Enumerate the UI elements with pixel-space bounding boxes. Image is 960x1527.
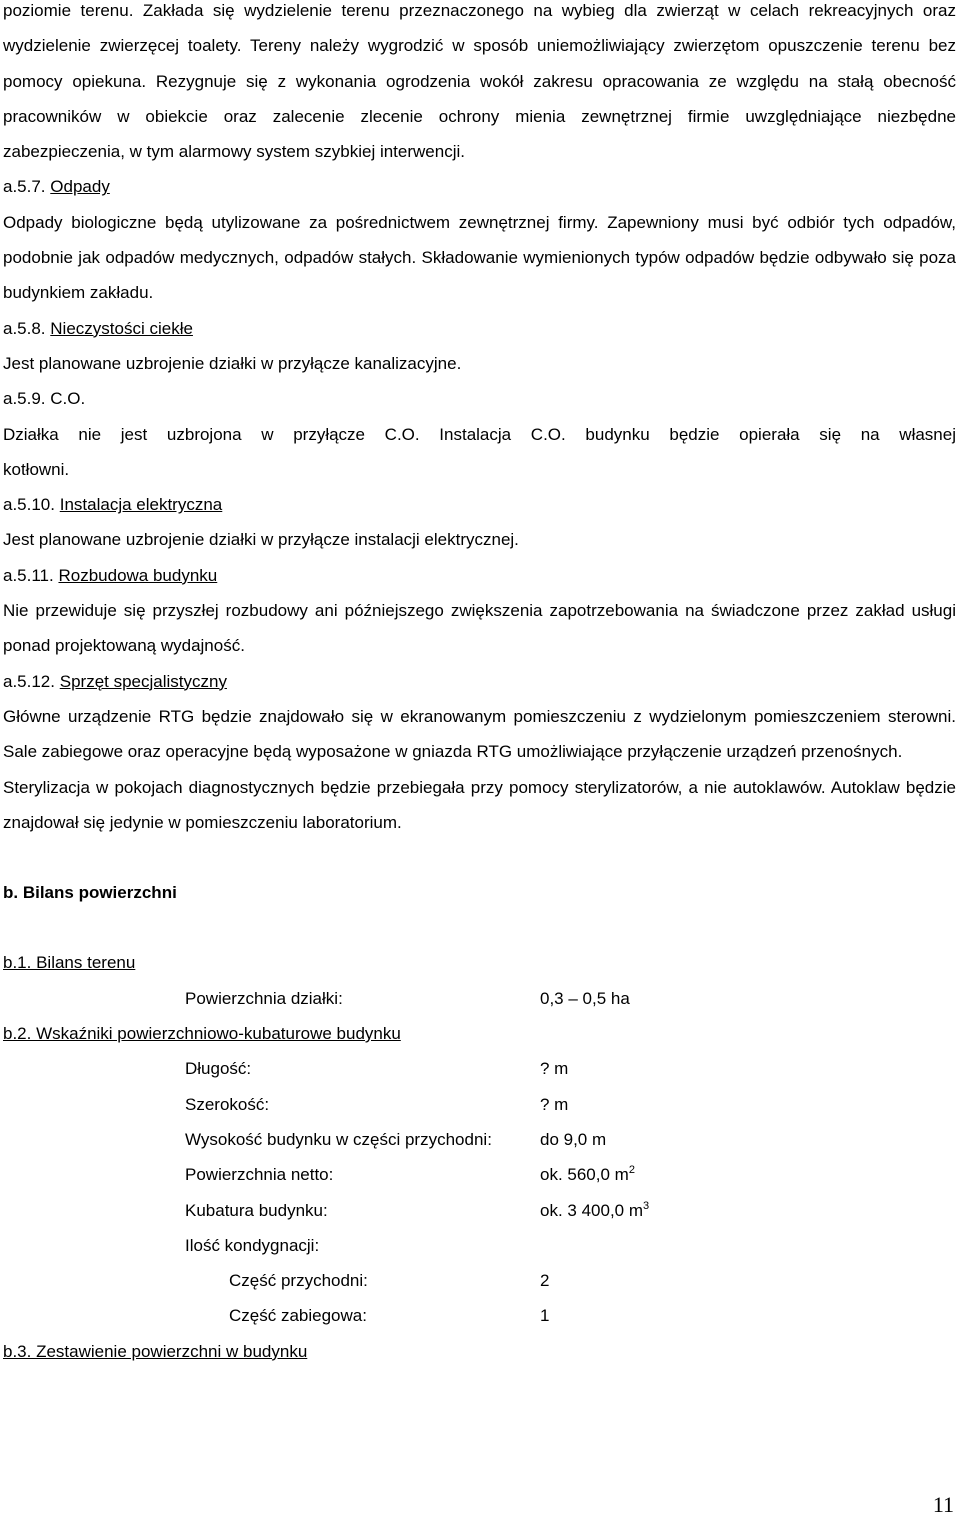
table-row [3,1051,956,1086]
row-label: Wysokość budynku w części przychodni: [185,1129,492,1149]
subsection-heading-b3: b.3. Zestawienie powierzchni w budynku [3,1341,308,1361]
row-label: Długość: [185,1059,252,1079]
section-body-a512-p1: Główne urządzenie RTG będzie znajdowało się w ekranowanym pomieszczeniu z wydzielonym pomieszczeniem sterowni. Sale zabiegowe oraz operacyjne będą wyposażone w gniazda RTG umożliwiające przyłączenie urządzeń przenośnych. [3,706,956,762]
superscript: 2 [628,1164,635,1177]
table-row [3,1157,956,1192]
row-value: ? m [540,1059,569,1079]
value-text: ok. 560,0 m [540,1165,629,1185]
row-value: 1 [540,1306,550,1326]
section-title: Odpady [50,177,110,197]
page-number: 11 [932,1492,954,1517]
section-body-a59-line1: Działka nie jest uzbrojona w przyłącze C.O. Instalacja C.O. budynku będzie opierała się na własnej [3,424,956,444]
section-title: Sprzęt specjalistyczny [59,671,227,691]
row-label: Kubatura budynku: [185,1200,328,1220]
table-row [3,1122,956,1157]
row-value: 2 [540,1271,550,1291]
table-row [3,981,956,1016]
subsection-heading-b1: b.1. Bilans terenu [3,953,136,973]
row-value: 0,3 – 0,5 ha [540,988,630,1008]
section-number: a.5.11. [3,565,54,585]
section-heading-a511 [3,558,956,593]
row-label: Szerokość: [185,1094,270,1114]
row-label: Powierzchnia działki: [185,988,343,1008]
section-heading-a57 [3,169,956,204]
table-row [3,1298,956,1333]
section-body-a57: Odpady biologiczne będą utylizowane za pośrednictwem zewnętrznej firmy. Zapewniony musi być odbiór tych odpadów, podobnie jak odpadów medycznych, odpadów stałych. Składowanie wymienionych typów odpadów będzie odbywało się poza budynkiem zakładu. [3,212,956,303]
section-number: a.5.12. [3,671,55,691]
row-value: ? m [540,1094,569,1114]
section-heading-a59: a.5.9. C.O. [3,389,86,409]
section-heading-a512 [3,664,956,699]
table-row [3,1193,956,1228]
section-body-a511: Nie przewiduje się przyszłej rozbudowy ani późniejszego zwiększenia zapotrzebowania na świadczone przez zakład usługi ponad projektowaną wydajność. [3,601,956,656]
section-title: Nieczystości ciekłe [50,318,193,338]
section-heading-a510 [3,487,956,522]
section-number: a.5.10. [3,495,55,515]
section-body-a59-line2: kotłowni. [3,459,70,479]
section-title: Instalacja elektryczna [59,495,223,515]
intro-paragraph: poziomie terenu. Zakłada się wydzielenie terenu przeznaczonego na wybieg dla zwierząt w celach rekreacyjnych oraz wydzielenie zwierzęcej toalety. Tereny należy wygrodzić w sposób uniemożliwiający zwierzętom opuszczenie terenu bez pomocy opiekuna. Rezygnuje się z wykonania ogrodzenia wokół zakresu opracowania ze względu na stałą obecność pracowników w obiekcie oraz zalecenie zlecenie ochrony mienia zewnętrznej firmie uwzględniające niezbędne zabezpieczenia, w tym alarmowy system szybkiej interwencji. [3,1,956,162]
table-row [3,1087,956,1122]
section-body-a510: Jest planowane uzbrojenie działki w przyłącze instalacji elektrycznej. [3,530,519,550]
section-title: Rozbudowa budynku [58,565,218,585]
row-label: Część przychodni: [229,1271,368,1291]
section-body-a512-p2: Sterylizacja w pokojach diagnostycznych będzie przebiegała przy pomocy sterylizatorów, a nie autoklawów. Autoklaw będzie znajdował się jedynie w pomieszczeniu laboratorium. [3,777,956,832]
row-value [540,1193,649,1228]
row-label: Część zabiegowa: [229,1306,367,1326]
table-row [3,1228,956,1263]
value-text: ok. 3 400,0 m [540,1200,644,1220]
section-number: a.5.7. [3,177,46,197]
section-heading-b: b. Bilans powierzchni [3,883,177,903]
row-value: do 9,0 m [540,1129,607,1149]
row-label: Ilość kondygnacji: [185,1235,320,1255]
section-heading-a58 [3,311,956,346]
row-label: Powierzchnia netto: [185,1165,334,1185]
subsection-heading-b2: b.2. Wskaźniki powierzchniowo-kubaturowe budynku [3,1024,401,1044]
superscript: 3 [643,1199,650,1212]
row-value [540,1157,635,1192]
table-row [3,1263,956,1298]
section-body-a58: Jest planowane uzbrojenie działki w przyłącze kanalizacyjne. [3,353,462,373]
section-number: a.5.8. [3,318,46,338]
